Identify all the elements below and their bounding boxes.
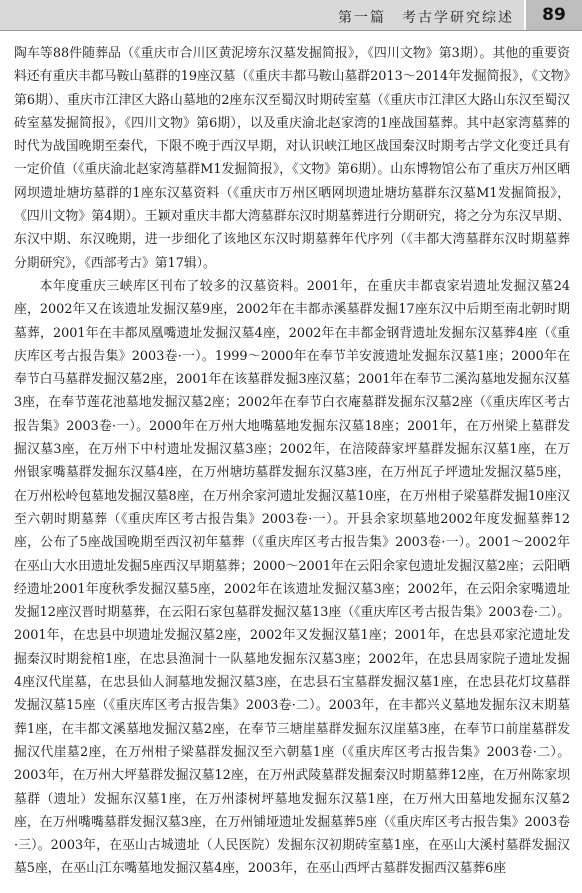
page-number: 89: [524, 0, 582, 30]
body-text: [14, 42, 570, 881]
paragraph-continued: 陶车等88件随葬品（《重庆市合川区黄泥塝东汉墓发掘简报》，《四川文物》第3期）。其他的重要资料还有重庆丰都马鞍山墓群的19座汉墓（《重庆丰都马鞍山墓群2013～2014年发掘简报》，《文物》第6期）、重庆市江津区大路山墓地的2座东汉至蜀汉时期砖室墓（《重庆市江津区大路山东汉至蜀汉砖室墓发掘简报》，《四川文物》第6期），以及重庆渝北赵家湾的1座战国墓葬。其中赵家湾墓葬的时代为战国晚期至秦代，下限不晚于西汉早期，对认识峡江地区战国秦汉时期考古学文化变迁具有一定价值（《重庆渝北赵家湾墓群M1发掘简报》，《文物》第6期）。山东博物馆公布了重庆万州区晒网坝遗址塘坊墓群的1座东汉墓资料（《重庆市万州区晒网坝遗址塘坊墓群东汉墓M1发掘简报》，《四川文物》第4期）。王颖对重庆丰都大湾墓群东汉时期墓葬进行分期研究，将之分为东汉早期、东汉中期、东汉晚期，进一步细化了该地区东汉时期墓葬年代序列（《丰都大湾墓群东汉时期墓葬分期研究》，《西部考古》第17辑）。: [14, 46, 570, 271]
paragraph-chongqing-han-tombs: 本年度重庆三峡库区刊布了较多的汉墓资料。2001年，在重庆丰都袁家岩遗址发掘汉墓24座，2002年又在该遗址发掘汉墓9座，2002年在丰都赤溪墓群发掘17座东汉中后期至南北朝时期墓葬，2001年在丰都凤凰嘴遗址发掘汉墓4座，2002年在丰都金钢背遗址发掘东汉墓葬4座（《重庆库区考古报告集》2003卷·一）。1999～2000年在奉节羊安渡遗址发掘东汉墓1座；2000年在奉节白马墓群发掘汉墓2座，2001年在该墓群发掘3座汉墓；2001年在奉节二溪沟墓地发掘东汉墓3座，在奉节莲花池墓地发掘汉墓2座；2002年在奉节白衣庵墓群发掘东汉墓2座（《重庆库区考古报告集》2003卷·一）。2000年在万州大地嘴墓地发掘东汉墓18座；2001年，在万州梁上墓群发掘汉墓3座，在万州下中村遗址发掘汉墓3座；2002年，在涪陵薛家坪墓群发掘东汉墓1座，在万州银家嘴墓群发掘东汉墓4座，在万州塘坊墓群发掘东汉墓3座，在万州瓦子坪遗址发掘汉墓5座，在万州松岭包墓地发掘汉墓8座，在万州余家河遗址发掘汉墓10座，在万州柑子梁墓群发掘10座汉至六朝时期墓葬（《重庆库区考古报告集》2003卷·一）。开县余家坝墓地2002年度发掘墓葬12座，公布了5座战国晚期至西汉初年墓葬（《重庆库区考古报告集》2003卷·一）。2001～2002年在巫山大水田遗址发掘5座西汉早期墓葬；2000～2001年在云阳余家包遗址发掘汉墓2座；云阳晒经遗址2001年度秋季发掘汉墓5座，2002年在该遗址发掘汉墓3座；2002年，在云阳余家嘴遗址发掘12座汉晋时期墓葬，在云阳石家包墓群发掘汉墓13座（《重庆库区考古报告集》2003卷·二）。2001年，在忠县中坝遗址发掘汉墓2座，2002年又发掘汉墓1座；2001年，在忠县邓家沱遗址发掘秦汉时期瓮棺1座，在忠县渔洞十一队墓地发掘东汉墓3座；2002年，在忠县周家院子遗址发掘4座汉代崖墓，在忠县仙人洞墓地发掘汉墓3座，在忠县石宝墓群发掘汉墓1座，在忠县花灯坟墓群发掘汉墓15座（《重庆库区考古报告集》2003卷·二）。2003年，在丰都兴义墓地发掘东汉末期墓葬1座，在丰都文溪墓地发掘汉墓2座，在奉节三塘崖墓群发掘东汉崖墓3座，在奉节口前崖墓群发掘汉代崖墓2座，在万州柑子梁墓群发掘汉至六朝墓1座（《重庆库区考古报告集》2003卷·二）。2003年，在万州大坪墓群发掘汉墓12座，在万州武陵墓群发掘秦汉时期墓葬12座，在万州陈家坝墓群（遗址）发掘东汉墓1座，在万州漆树坪墓地发掘东汉墓1座，在万州大田墓地发掘东汉墓2座，在万州嘴嘴墓群发掘汉墓3座，在万州铺垭遗址发掘墓葬5座（《重庆库区考古报告集》2003卷·三）。2003年，在巫山古城遗址（人民医院）发掘东汉初期砖室墓1座，在巫山大溪村墓群发掘汉墓5座，在巫山江东嘴墓地发掘汉墓4座，2003年，在巫山西坪古墓群发掘西汉墓葬6座: [14, 278, 570, 877]
running-header-title: 第一篇 考古学研究综述: [338, 10, 514, 26]
page-header: [0, 0, 582, 31]
